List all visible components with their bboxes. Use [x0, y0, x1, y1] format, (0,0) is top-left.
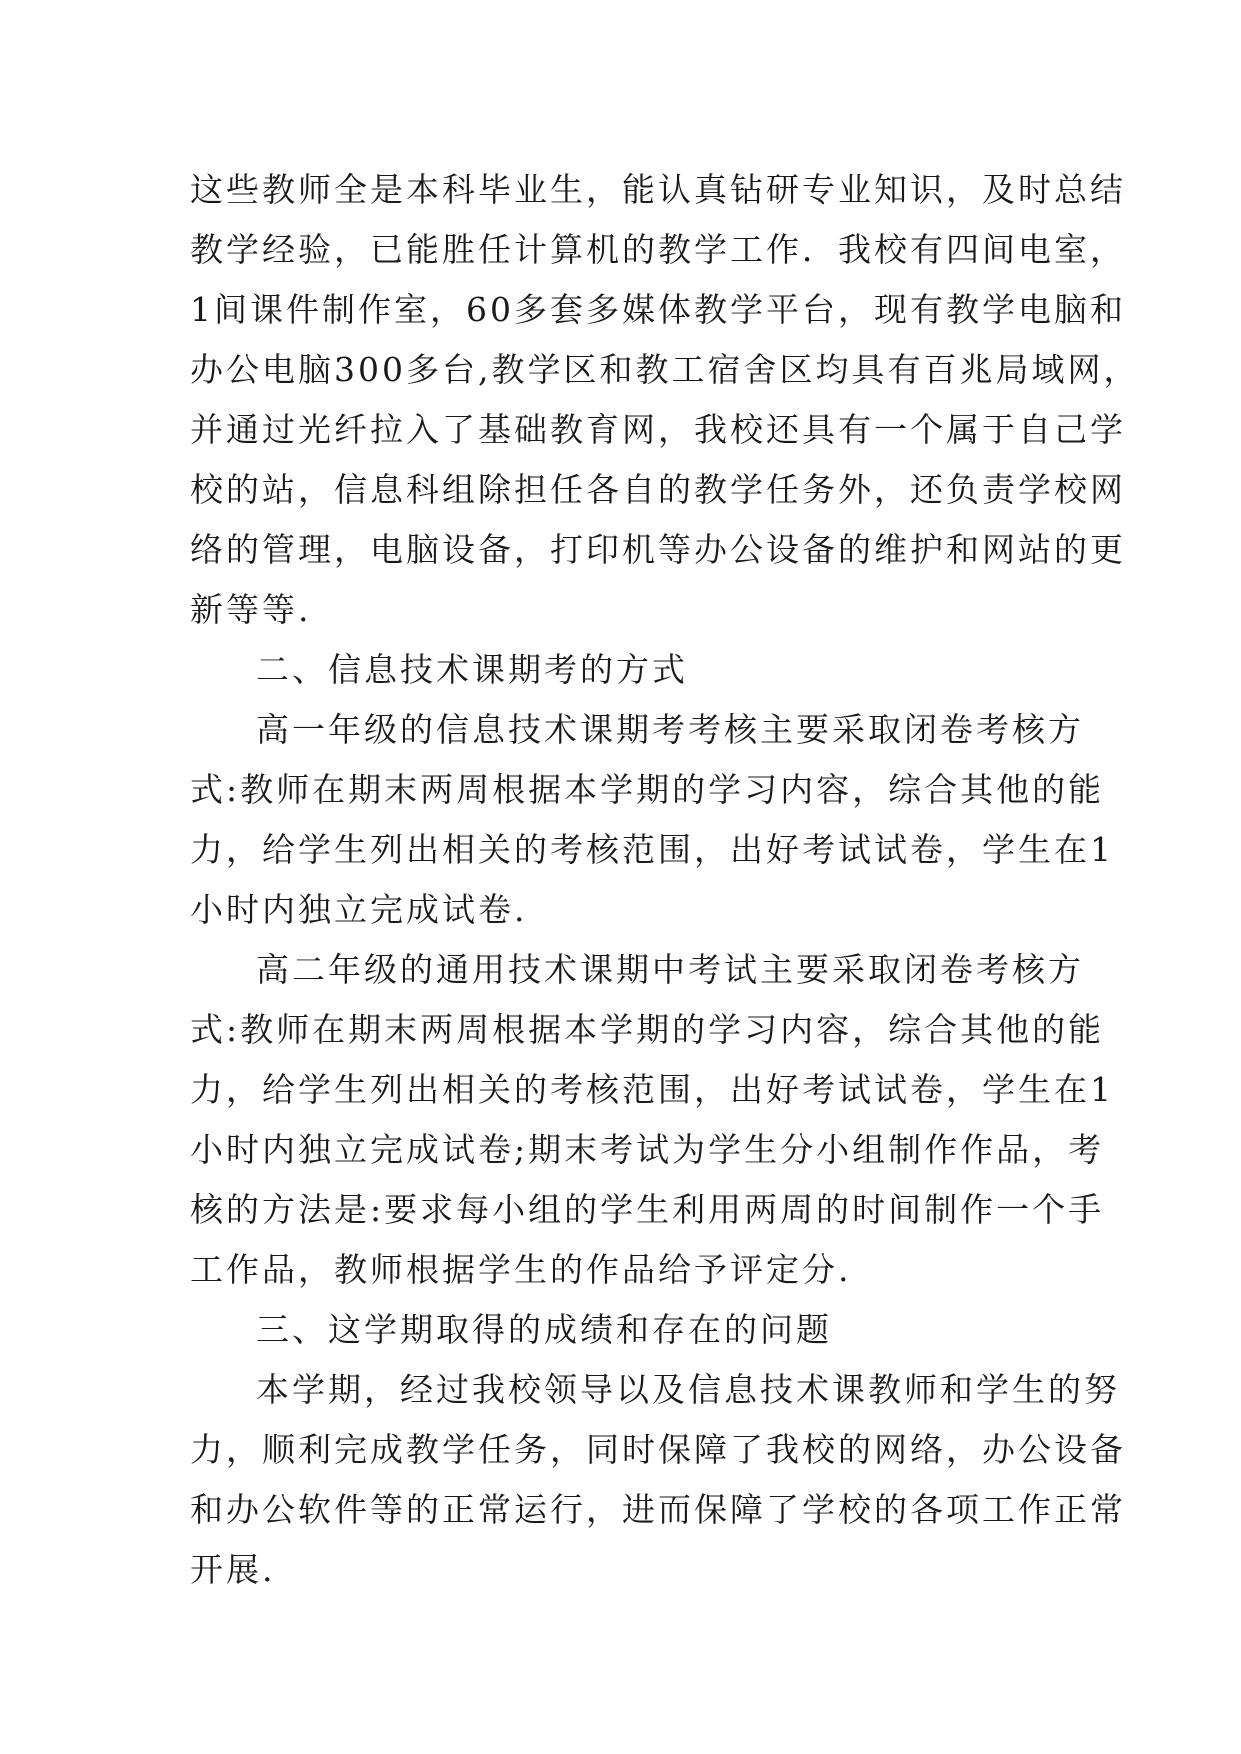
document-body	[190, 160, 1140, 1600]
text-line: 式:教师在期末两周根据本学期的学习内容，综合其他的能	[190, 1010, 1105, 1049]
text-line: 式:教师在期末两周根据本学期的学习内容，综合其他的能	[190, 770, 1105, 809]
text-line: 力，顺利完成教学任务，同时保障了我校的网络，办公设备	[190, 1430, 1126, 1469]
paragraph-first-line: 高二年级的通用技术课期中考试主要采取闭卷考核方	[256, 950, 1084, 989]
text-line: 办公电脑300多台,教学区和教工宿舍区均具有百兆局域网，	[190, 350, 1140, 389]
text-line: 教学经验，已能胜任计算机的教学工作．我校有四间电室，	[190, 230, 1126, 269]
text-line: 力，给学生列出相关的考核范围，出好考试试卷，学生在1	[190, 1070, 1114, 1109]
text-line: 核的方法是:要求每小组的学生利用两周的时间制作一个手	[190, 1190, 1105, 1229]
text-line: 小时内独立完成试卷.	[190, 890, 528, 929]
text-line: 并通过光纤拉入了基础教育网，我校还具有一个属于自己学	[190, 410, 1126, 449]
text-line: 这些教师全是本科毕业生，能认真钻研专业知识，及时总结	[190, 170, 1126, 209]
text-line: 1间课件制作室，60多套多媒体教学平台，现有教学电脑和	[190, 290, 1126, 329]
paragraph-first-line: 三、这学期取得的成绩和存在的问题	[256, 1310, 832, 1349]
paragraph-first-line: 本学期，经过我校领导以及信息技术课教师和学生的努	[256, 1370, 1120, 1409]
paragraph-first-line: 高一年级的信息技术课期考考核主要采取闭卷考核方	[256, 710, 1084, 749]
text-line: 力，给学生列出相关的考核范围，出好考试试卷，学生在1	[190, 830, 1114, 869]
text-line: 新等等.	[190, 590, 312, 629]
text-line: 校的站，信息科组除担任各自的教学任务外，还负责学校网	[190, 470, 1126, 509]
text-line: 开展.	[190, 1550, 276, 1589]
text-line: 小时内独立完成试卷;期末考试为学生分小组制作作品，考	[190, 1130, 1105, 1169]
paragraph-first-line: 二、信息技术课期考的方式	[256, 650, 688, 689]
text-line: 工作品，教师根据学生的作品给予评定分.	[190, 1250, 852, 1289]
text-line: 络的管理，电脑设备，打印机等办公设备的维护和网站的更	[190, 530, 1126, 569]
text-line: 和办公软件等的正常运行，进而保障了学校的各项工作正常	[190, 1490, 1126, 1529]
